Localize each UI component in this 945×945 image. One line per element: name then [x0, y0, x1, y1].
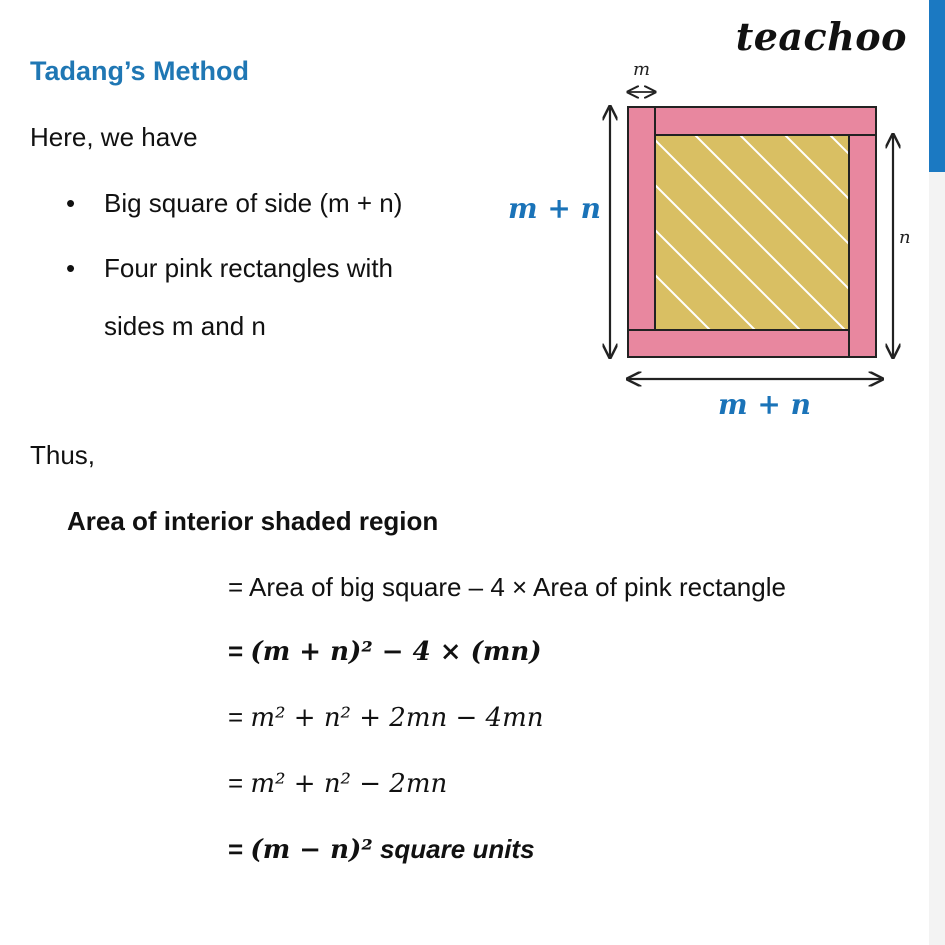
bullet-dot: •: [66, 188, 76, 218]
pink-rectangle-bottom: [628, 330, 849, 357]
teachoo-logo: teachoo: [735, 14, 907, 59]
square-diagram: [500, 55, 911, 425]
step-2: [228, 636, 542, 667]
label-m: m: [633, 59, 651, 80]
pink-rectangle-top: [655, 107, 876, 135]
step-2-expression: (m + n)² − 4 × (mn): [250, 637, 542, 667]
pink-rectangle-left: [628, 107, 655, 357]
pink-rectangle-right: [849, 135, 876, 357]
label-n: n: [899, 227, 911, 248]
label-side-bottom: m + n: [718, 388, 811, 421]
step-1: = Area of big square – 4 × Area of pink rectangle: [228, 572, 786, 602]
inner-shaded-square: [655, 135, 849, 330]
step-5-expression: (m − n)²: [250, 835, 373, 865]
step-5-prefix: =: [228, 834, 244, 864]
step-5-units: square units: [379, 834, 535, 864]
step-5: [228, 834, 535, 865]
thus-text: Thus,: [30, 440, 96, 470]
step-3-prefix: =: [228, 702, 244, 732]
label-side-left: m + n: [508, 192, 601, 225]
bullet-item-continuation: sides m and n: [104, 311, 266, 341]
step-2-prefix: =: [228, 636, 244, 666]
step-4-prefix: =: [228, 768, 244, 798]
intro-text: Here, we have: [30, 122, 198, 152]
bullet-dot: •: [66, 253, 76, 283]
step-3-expression: m² + n² + 2mn − 4mn: [250, 703, 544, 733]
step-3: [228, 702, 544, 733]
bullet-item-big-square: Big square of side (m + n): [104, 188, 403, 218]
scrollbar-thumb[interactable]: [929, 0, 945, 172]
page-title: Tadang’s Method: [30, 56, 249, 86]
step-4-expression: m² + n² − 2mn: [250, 769, 448, 799]
area-title: Area of interior shaded region: [67, 506, 439, 536]
bullet-item-pink-rectangles: Four pink rectangles with: [104, 253, 394, 283]
step-4: [228, 768, 447, 799]
